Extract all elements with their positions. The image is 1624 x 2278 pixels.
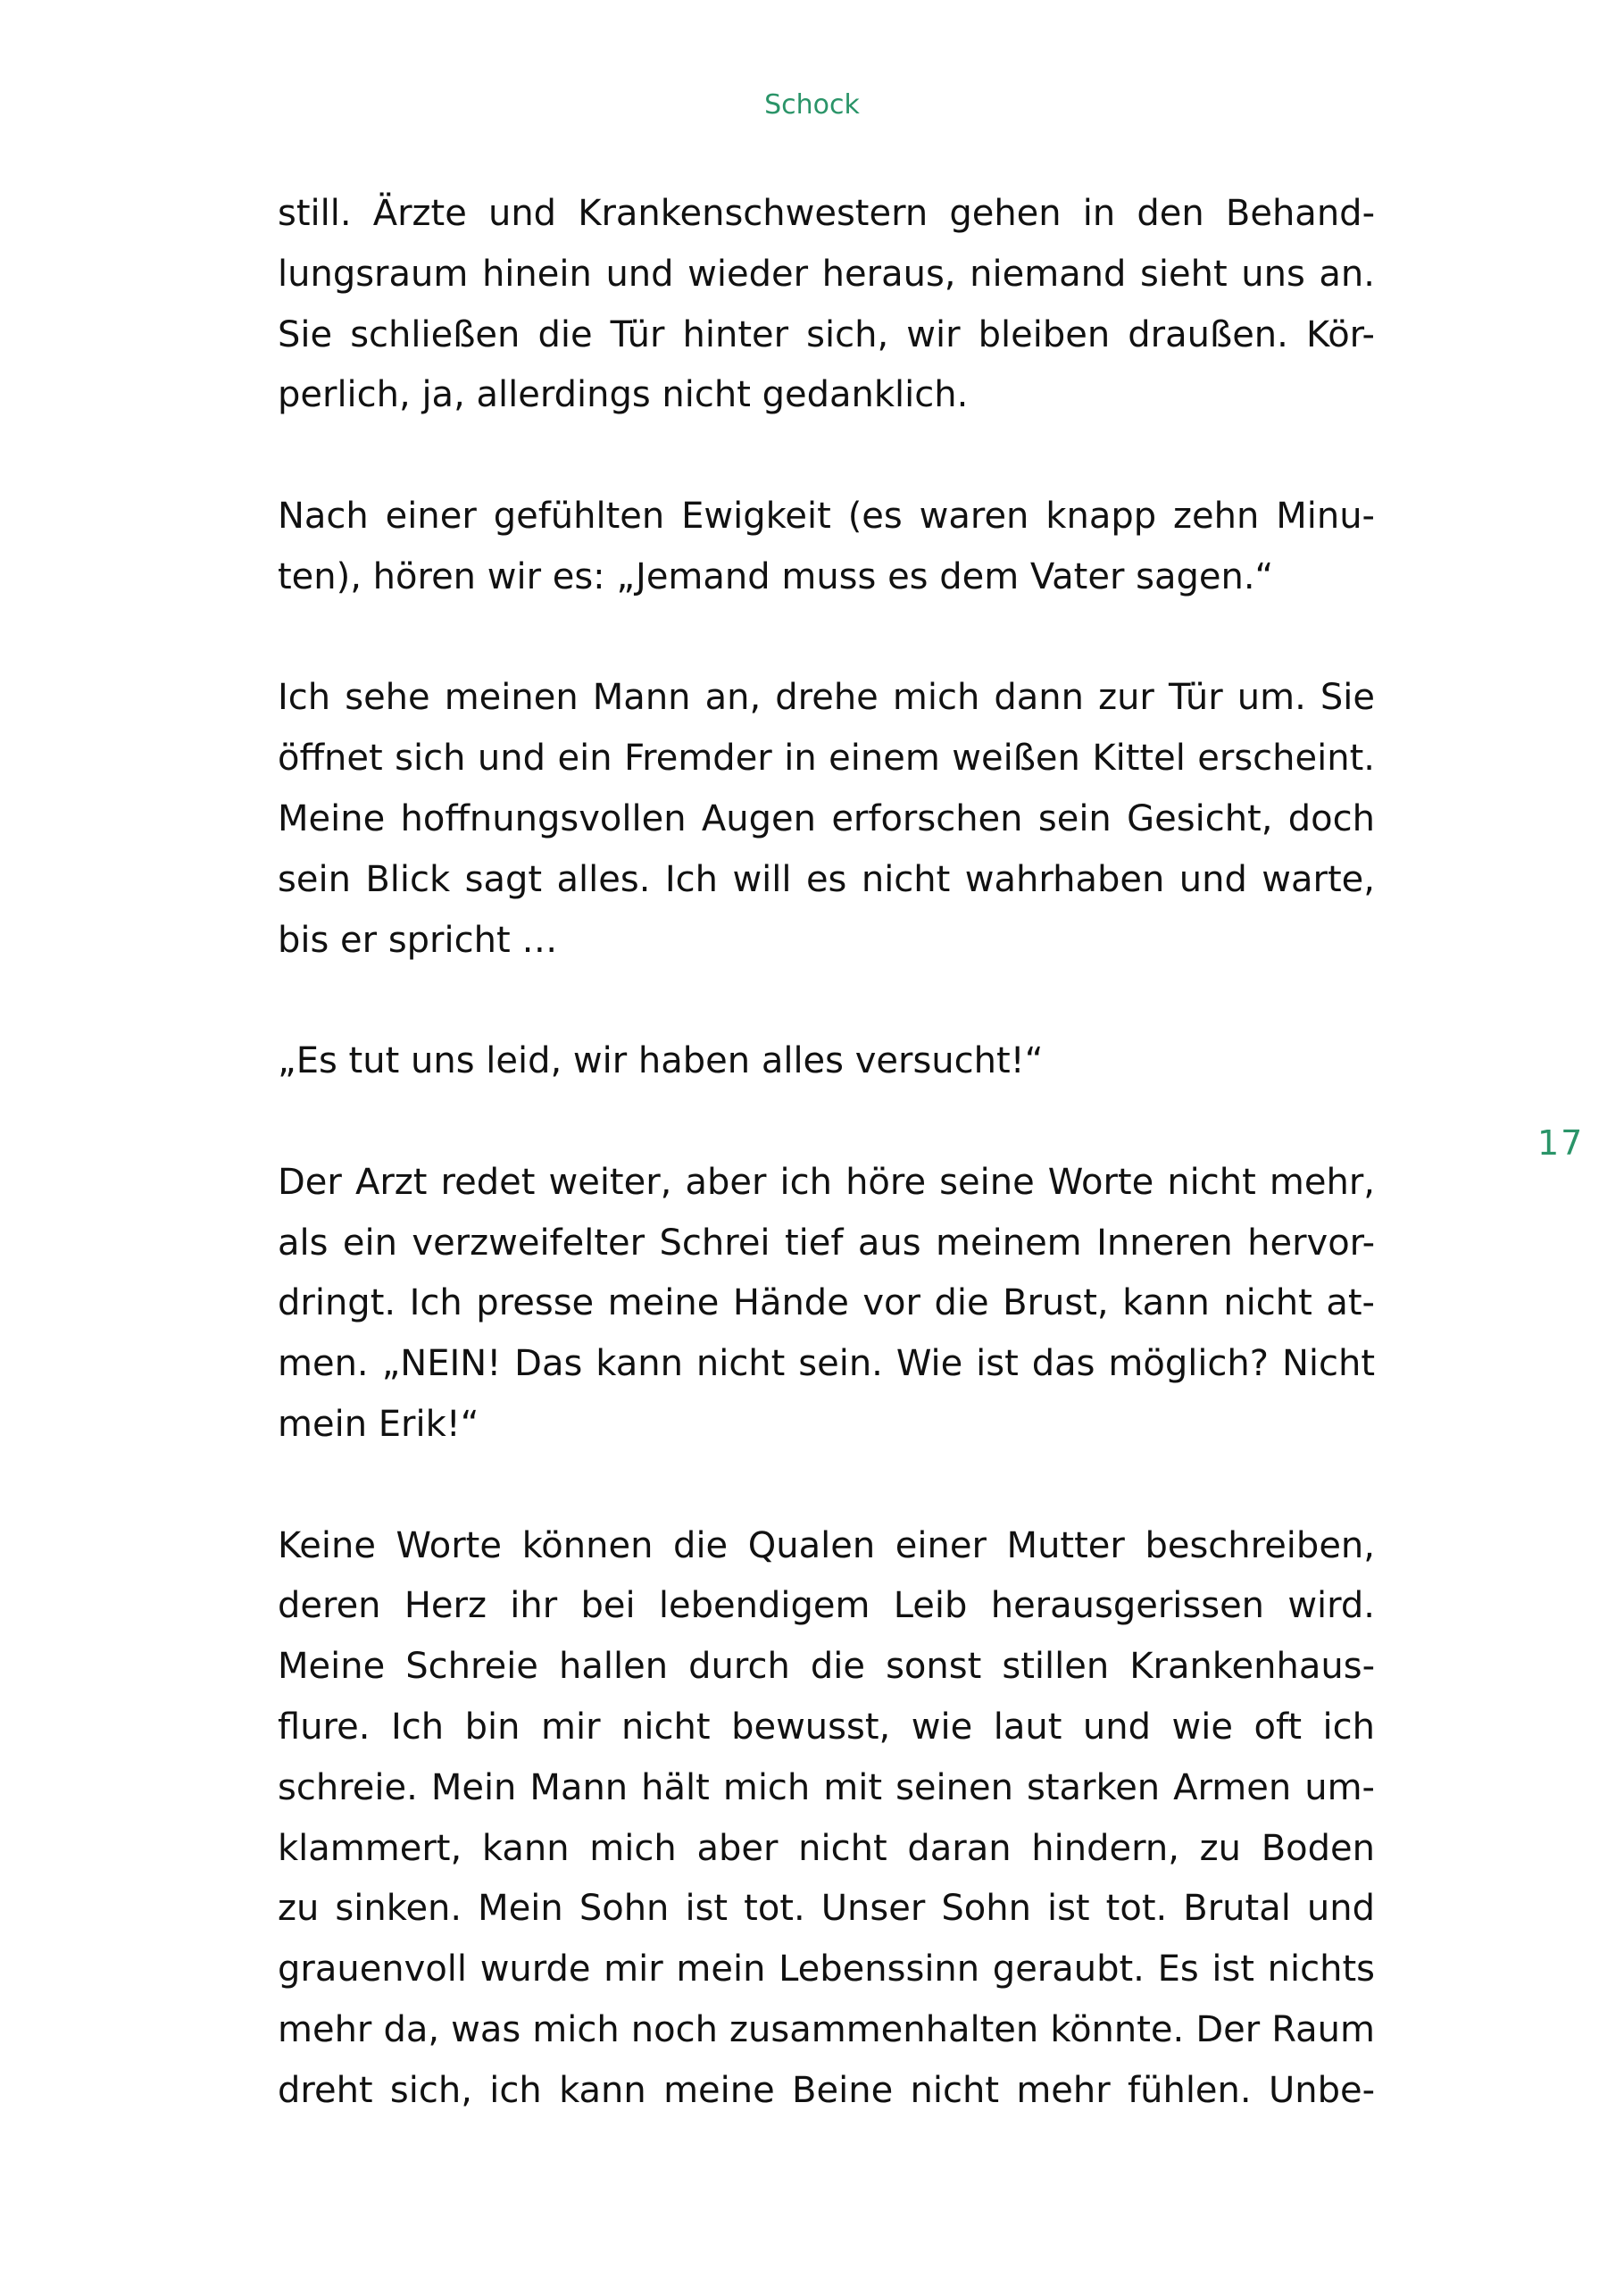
text-line: Ich sehe meinen Mann an, drehe mich dann zur Tür um. Sie bbox=[278, 677, 1375, 719]
text-line: men. „NEIN! Das kann nicht sein. Wie ist das möglich? Nicht bbox=[278, 1343, 1375, 1385]
text-line: Keine Worte können die Qualen einer Mutter beschreiben, bbox=[278, 1524, 1375, 1566]
text-line: grauenvoll wurde mir mein Lebenssinn geraubt. Es ist nichts bbox=[278, 1948, 1375, 1990]
text-line: lungsraum hinein und wieder heraus, niemand sieht uns an. bbox=[278, 253, 1375, 295]
text-line: klammert, kann mich aber nicht daran hindern, zu Boden bbox=[278, 1827, 1375, 1869]
text-line: Der Arzt redet weiter, aber ich höre seine Worte nicht mehr, bbox=[278, 1161, 1375, 1203]
text-line: mehr da, was mich noch zusammenhalten könnte. Der Raum bbox=[278, 2008, 1375, 2050]
text-line: dreht sich, ich kann meine Beine nicht mehr fühlen. Unbe- bbox=[278, 2069, 1375, 2111]
paragraph bbox=[278, 1031, 1375, 1092]
text-line: schreie. Mein Mann hält mich mit seinen starken Armen um- bbox=[278, 1766, 1375, 1808]
paragraph bbox=[278, 487, 1375, 608]
paragraph bbox=[278, 1153, 1375, 1456]
paragraph bbox=[278, 668, 1375, 971]
text-line: Meine Schreie hallen durch die sonst stillen Krankenhaus- bbox=[278, 1646, 1375, 1688]
page-number: 17 bbox=[1537, 1123, 1585, 1163]
paragraph bbox=[278, 1516, 1375, 2122]
body-text bbox=[278, 184, 1375, 2182]
paragraph bbox=[278, 184, 1375, 426]
text-line: dringt. Ich presse meine Hände vor die Brust, kann nicht at- bbox=[278, 1282, 1375, 1324]
text-line: Meine hoffnungsvollen Augen erforschen sein Gesicht, doch bbox=[278, 797, 1375, 839]
text-line: still. Ärzte und Krankenschwestern gehen in den Behand- bbox=[278, 193, 1375, 234]
text-line: flure. Ich bin mir nicht bewusst, wie laut und wie oft ich bbox=[278, 1706, 1375, 1748]
text-line: ten), hören wir es: „Jemand muss es dem Vater sagen.“ bbox=[278, 555, 1274, 597]
text-line: öffnet sich und ein Fremder in einem weißen Kittel erscheint. bbox=[278, 738, 1375, 780]
text-line: mein Erik!“ bbox=[278, 1403, 479, 1445]
text-line: als ein verzweifelter Schrei tief aus meinem Inneren hervor- bbox=[278, 1222, 1375, 1264]
text-line: „Es tut uns leid, wir haben alles versucht!“ bbox=[278, 1040, 1044, 1082]
text-line: Nach einer gefühlten Ewigkeit (es waren knapp zehn Minu- bbox=[278, 495, 1375, 537]
running-header: Schock bbox=[764, 89, 860, 121]
text-line: zu sinken. Mein Sohn ist tot. Unser Sohn ist tot. Brutal und bbox=[278, 1888, 1375, 1930]
text-line: Sie schließen die Tür hinter sich, wir bleiben draußen. Kör- bbox=[278, 313, 1375, 355]
text-line: bis er spricht … bbox=[278, 919, 558, 961]
text-line: deren Herz ihr bei lebendigem Leib herausgerissen wird. bbox=[278, 1585, 1375, 1627]
text-line: sein Blick sagt alles. Ich will es nicht wahrhaben und warte, bbox=[278, 858, 1375, 900]
text-line: perlich, ja, allerdings nicht gedanklich. bbox=[278, 374, 969, 416]
